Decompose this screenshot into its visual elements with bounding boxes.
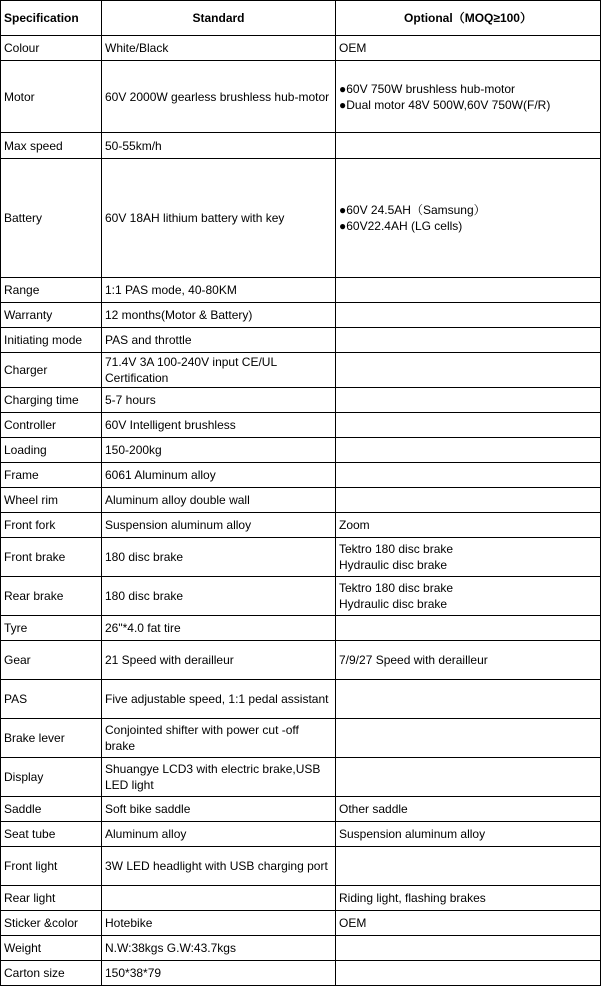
spec-name-charger: Charger xyxy=(1,353,102,388)
optional-value xyxy=(336,488,601,513)
optional-line: ●Dual motor 48V 500W,60V 750W(F/R) xyxy=(339,97,551,112)
optional-value xyxy=(336,911,601,936)
spec-name-max-speed: Max speed xyxy=(1,133,102,159)
table-row xyxy=(1,438,601,463)
table-row xyxy=(1,303,601,328)
table-body xyxy=(1,36,601,986)
optional-value xyxy=(336,886,601,911)
table-row xyxy=(1,797,601,822)
optional-value xyxy=(336,680,601,719)
spec-name-gear: Gear xyxy=(1,641,102,680)
standard-value: White/Black xyxy=(102,36,336,61)
optional-line: 7/9/27 Speed with derailleur xyxy=(339,653,488,667)
spec-name-colour: Colour xyxy=(1,36,102,61)
standard-value: N.W:38kgs G.W:43.7kgs xyxy=(102,936,336,961)
optional-value xyxy=(336,577,601,616)
optional-value xyxy=(336,513,601,538)
table-row xyxy=(1,463,601,488)
optional-value xyxy=(336,822,601,847)
standard-value: Soft bike saddle xyxy=(102,797,336,822)
standard-value: 26"*4.0 fat tire xyxy=(102,616,336,641)
spec-name-weight: Weight xyxy=(1,936,102,961)
standard-value: 50-55km/h xyxy=(102,133,336,159)
spec-name-saddle: Saddle xyxy=(1,797,102,822)
table-row xyxy=(1,159,601,278)
table-row xyxy=(1,936,601,961)
optional-value xyxy=(336,328,601,353)
standard-value: 71.4V 3A 100-240V input CE/UL Certification xyxy=(102,353,336,388)
table-row xyxy=(1,641,601,680)
table-row xyxy=(1,822,601,847)
spec-name-pas: PAS xyxy=(1,680,102,719)
optional-value xyxy=(336,961,601,986)
optional-value xyxy=(336,538,601,577)
optional-value xyxy=(336,353,601,388)
standard-value: 21 Speed with derailleur xyxy=(102,641,336,680)
standard-value: 5-7 hours xyxy=(102,388,336,413)
table-row xyxy=(1,680,601,719)
optional-value xyxy=(336,463,601,488)
optional-value xyxy=(336,61,601,133)
optional-line: Hydraulic disc brake xyxy=(339,597,448,611)
spec-name-seat-tube: Seat tube xyxy=(1,822,102,847)
table-row xyxy=(1,328,601,353)
optional-line: OEM xyxy=(339,916,367,930)
optional-line: OEM xyxy=(339,41,367,55)
standard-value xyxy=(102,886,336,911)
spec-name-display: Display xyxy=(1,758,102,797)
spec-name-front-light: Front light xyxy=(1,847,102,886)
optional-line: Hydraulic disc brake xyxy=(339,558,448,572)
header-standard: Standard xyxy=(102,1,336,36)
spec-name-frame: Frame xyxy=(1,463,102,488)
standard-value: 1:1 PAS mode, 40-80KM xyxy=(102,278,336,303)
spec-name-front-brake: Front brake xyxy=(1,538,102,577)
spec-name-rear-brake: Rear brake xyxy=(1,577,102,616)
optional-value xyxy=(336,388,601,413)
standard-value: Conjointed shifter with power cut -off brake xyxy=(102,719,336,758)
optional-value xyxy=(336,616,601,641)
optional-value xyxy=(336,278,601,303)
optional-value xyxy=(336,641,601,680)
table-row xyxy=(1,413,601,438)
standard-value: 60V 18AH lithium battery with key xyxy=(102,159,336,278)
spec-name-battery: Battery xyxy=(1,159,102,278)
table-row xyxy=(1,719,601,758)
spec-name-sticker-color: Sticker &color xyxy=(1,911,102,936)
standard-value: Hotebike xyxy=(102,911,336,936)
spec-name-initiating-mode: Initiating mode xyxy=(1,328,102,353)
standard-value: Suspension aluminum alloy xyxy=(102,513,336,538)
spec-name-rear-light: Rear light xyxy=(1,886,102,911)
standard-value: Shuangye LCD3 with electric brake,USB LED light xyxy=(102,758,336,797)
table-row xyxy=(1,961,601,986)
table-row xyxy=(1,886,601,911)
standard-value: 3W LED headlight with USB charging port xyxy=(102,847,336,886)
optional-value xyxy=(336,847,601,886)
table-row xyxy=(1,847,601,886)
table-row xyxy=(1,577,601,616)
standard-value: Aluminum alloy double wall xyxy=(102,488,336,513)
table-row xyxy=(1,513,601,538)
spec-name-charging-time: Charging time xyxy=(1,388,102,413)
standard-value: Aluminum alloy xyxy=(102,822,336,847)
optional-value xyxy=(336,936,601,961)
table-row xyxy=(1,538,601,577)
optional-line: ●60V 24.5AH（Samsung） xyxy=(339,203,486,217)
optional-value xyxy=(336,758,601,797)
optional-line: Tektro 180 disc brake xyxy=(339,542,454,556)
spec-name-wheel-rim: Wheel rim xyxy=(1,488,102,513)
table-row xyxy=(1,911,601,936)
spec-name-tyre: Tyre xyxy=(1,616,102,641)
header-optional: Optional（MOQ≥100） xyxy=(336,1,601,36)
spec-name-warranty: Warranty xyxy=(1,303,102,328)
table-row xyxy=(1,133,601,159)
standard-value: 150-200kg xyxy=(102,438,336,463)
table-row xyxy=(1,758,601,797)
header-row xyxy=(1,1,601,36)
table-row xyxy=(1,388,601,413)
optional-value xyxy=(336,413,601,438)
table-row xyxy=(1,353,601,388)
optional-value xyxy=(336,159,601,278)
optional-line: ●60V22.4AH (LG cells) xyxy=(339,219,463,233)
optional-value xyxy=(336,303,601,328)
table-row xyxy=(1,61,601,133)
spec-name-loading: Loading xyxy=(1,438,102,463)
spec-name-motor: Motor xyxy=(1,61,102,133)
standard-value: 12 months(Motor & Battery) xyxy=(102,303,336,328)
optional-value xyxy=(336,438,601,463)
table-row xyxy=(1,36,601,61)
spec-name-front-fork: Front fork xyxy=(1,513,102,538)
spec-name-range: Range xyxy=(1,278,102,303)
spec-name-controller: Controller xyxy=(1,413,102,438)
standard-value: 150*38*79 xyxy=(102,961,336,986)
header-specification: Specification xyxy=(1,1,102,36)
table-row xyxy=(1,616,601,641)
optional-line: Zoom xyxy=(339,518,370,532)
standard-value: 180 disc brake xyxy=(102,577,336,616)
spec-name-brake-lever: Brake lever xyxy=(1,719,102,758)
optional-line: Riding light, flashing brakes xyxy=(339,891,486,905)
standard-value: 60V 2000W gearless brushless hub-motor xyxy=(102,61,336,133)
table-row xyxy=(1,488,601,513)
optional-value xyxy=(336,133,601,159)
optional-value xyxy=(336,36,601,61)
optional-line: ●60V 750W brushless hub-motor xyxy=(339,81,515,96)
optional-line: Other saddle xyxy=(339,802,408,816)
standard-value: 6061 Aluminum alloy xyxy=(102,463,336,488)
optional-value xyxy=(336,719,601,758)
optional-line: Suspension aluminum alloy xyxy=(339,827,486,841)
optional-value xyxy=(336,797,601,822)
standard-value: 180 disc brake xyxy=(102,538,336,577)
standard-value: 60V Intelligent brushless xyxy=(102,413,336,438)
spec-name-carton-size: Carton size xyxy=(1,961,102,986)
table-row xyxy=(1,278,601,303)
standard-value: PAS and throttle xyxy=(102,328,336,353)
optional-line: Tektro 180 disc brake xyxy=(339,581,454,595)
standard-value: Five adjustable speed, 1:1 pedal assistant xyxy=(102,680,336,719)
